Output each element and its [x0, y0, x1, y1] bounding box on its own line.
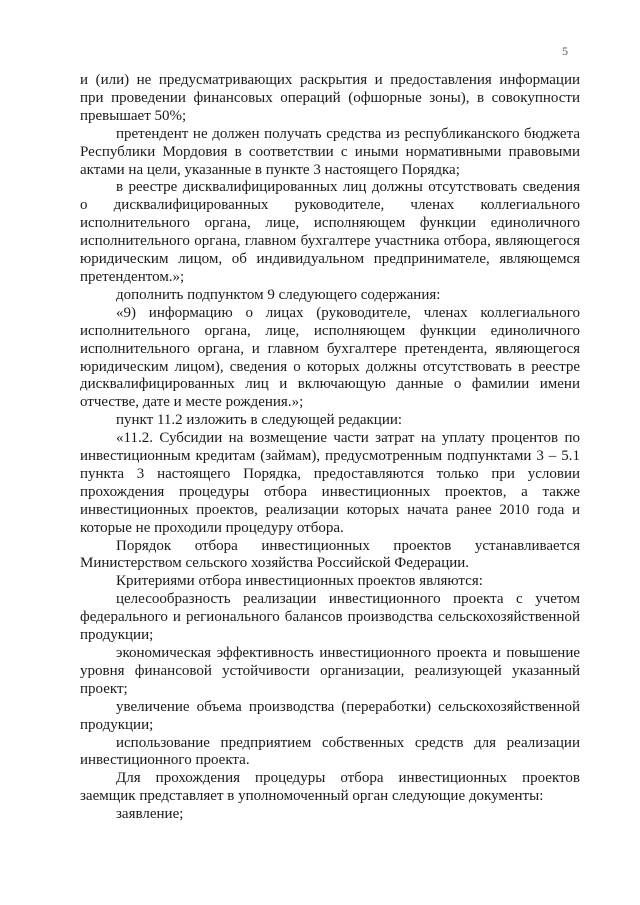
paragraph: в реестре дисквалифицированных лиц должны отсутствовать сведения о дисквалифицированных руководителе, членах коллегиального исполнительного органа, лице, исполняющем функции единоличного исполнительного органа, главном бухгалтере участника отбора, являющегося юридическим лицом, об индивидуальном предпринимателе, являющемся претендентом.»; [80, 179, 580, 285]
paragraph: претендент не должен получать средства из республиканского бюджета Республики Мордовия в соответствии с иными нормативными правовыми актами на цели, указанные в пункте 3 настоящего Порядка; [80, 125, 580, 178]
paragraph: пункт 11.2 изложить в следующей редакции: [116, 412, 403, 429]
paragraph: Порядок отбора инвестиционных проектов устанавливается Министерством сельского хозяйства Российской Федерации. [80, 537, 580, 572]
page-number: 5 [562, 44, 568, 58]
paragraph: целесообразность реализации инвестиционного проекта с учетом федерального и регионального балансов производства сельскохозяйственной продукции; [80, 591, 580, 644]
paragraph: Для прохождения процедуры отбора инвестиционных проектов заемщик представляет в уполномоченный орган следующие документы: [80, 770, 580, 805]
document-body [80, 72, 580, 824]
paragraph: заявление; [116, 806, 184, 823]
paragraph: увеличение объема производства (переработки) сельскохозяйственной продукции; [80, 698, 580, 733]
paragraph: «9) информацию о лицах (руководителе, членах коллегиального исполнительного органа, лице, исполняющем функции единоличного исполнительного органа, и главном бухгалтере претендента, являющегося юридическим лицом), сведения о которых должны отсутствовать в реестре дисквалифицированных лиц и включающую данные о фамилии имени отчестве, дате и месте рождения.»; [80, 304, 580, 411]
paragraph: «11.2. Субсидии на возмещение части затрат на уплату процентов по инвестиционным кредитам (займам), предусмотренным подпунктами 3 – 5.1 пункта 3 настоящего Порядка, предоставляются только при условии прохождения процедуры отбора инвестиционных проектов, а также инвестиционных проектов, реализации которых начата ранее 2010 года и которые не проходили процедуру отбора. [80, 430, 580, 536]
paragraph: использование предприятием собственных средств для реализации инвестиционного проекта. [80, 734, 580, 769]
paragraph: экономическая эффективность инвестиционного проекта и повышение уровня финансовой устойчивости организации, реализующей указанный проект; [80, 645, 580, 697]
paragraph: Критериями отбора инвестиционных проектов являются: [116, 573, 483, 590]
paragraph: и (или) не предусматривающих раскрытия и предоставления информации при проведении финансовых операций (офшорные зоны), в совокупности превышает 50%; [80, 72, 580, 124]
paragraph: дополнить подпунктом 9 следующего содержания: [116, 286, 441, 303]
